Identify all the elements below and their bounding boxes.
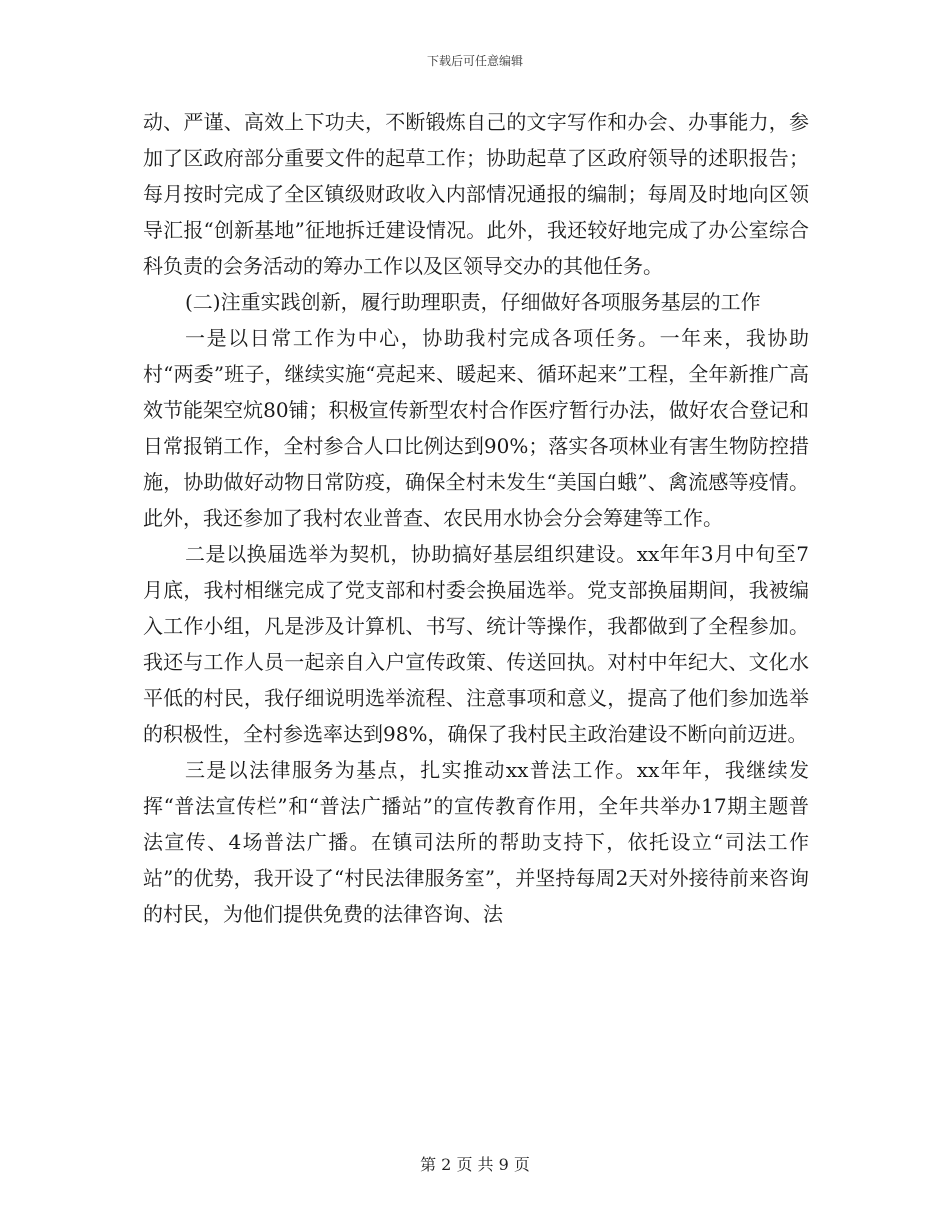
paragraph-election: 二是以换届选举为契机，协助搞好基层组织建设。xx年年3月中旬至7月底，我村相继完成了党支部和村委会换届选举。党支部换届期间，我被编入工作小组，凡是涉及计算机、书写、统计等操作，我都做到了全程参加。我还与工作人员一起亲自入户宣传政策、传送回执。对村中年纪大、文化水平低的村民，我仔细说明选举流程、注意事项和意义，提高了他们参加选举的积极性，全村参选率达到98%，确保了我村民主政治建设不断向前迈进。 [143, 542, 809, 746]
paragraph-continuation: 动、严谨、高效上下功夫，不断锻炼自己的文字写作和办会、办事能力，参加了区政府部分重要文件的起草工作；协助起草了区政府领导的述职报告；每月按时完成了全区镇级财政收入内部情况通报的编制；每周及时地向区领导汇报“创新基地”征地拆迁建设情况。此外，我还较好地完成了办公室综合科负责的会务活动的筹办工作以及区领导交办的其他任务。 [143, 110, 809, 278]
paragraph-legal-service: 三是以法律服务为基点，扎实推动xx普法工作。xx年年，我继续发挥“普法宣传栏”和“普法广播站”的宣传教育作用，全年共举办17期主题普法宣传、4场普法广播。在镇司法所的帮助支持下，依托设立“司法工作站”的优势，我开设了“村民法律服务室”，并坚持每周2天对外接待前来咨询的村民，为他们提供免费的法律咨询、法 [143, 758, 809, 926]
page-number: 第 2 页 共 9 页 [420, 1155, 530, 1174]
document-body [143, 104, 809, 932]
page-header-note: 下载后可任意编辑 [426, 54, 523, 68]
section-heading: (二)注重实践创新，履行助理职责，仔细做好各项服务基层的工作 [185, 290, 761, 314]
paragraph-daily-work: 一是以日常工作为中心，协助我村完成各项任务。一年来，我协助村“两委”班子，继续实施“亮起来、暖起来、循环起来”工程，全年新推广高效节能架空炕80铺；积极宣传新型农村合作医疗暂行办法，做好农合登记和日常报销工作，全村参合人口比例达到90%；落实各项林业有害生物防控措施，协助做好动物日常防疫，确保全村未发生“美国白蛾”、禽流感等疫情。此外，我还参加了我村农业普查、农民用水协会分会筹建等工作。 [143, 326, 809, 530]
